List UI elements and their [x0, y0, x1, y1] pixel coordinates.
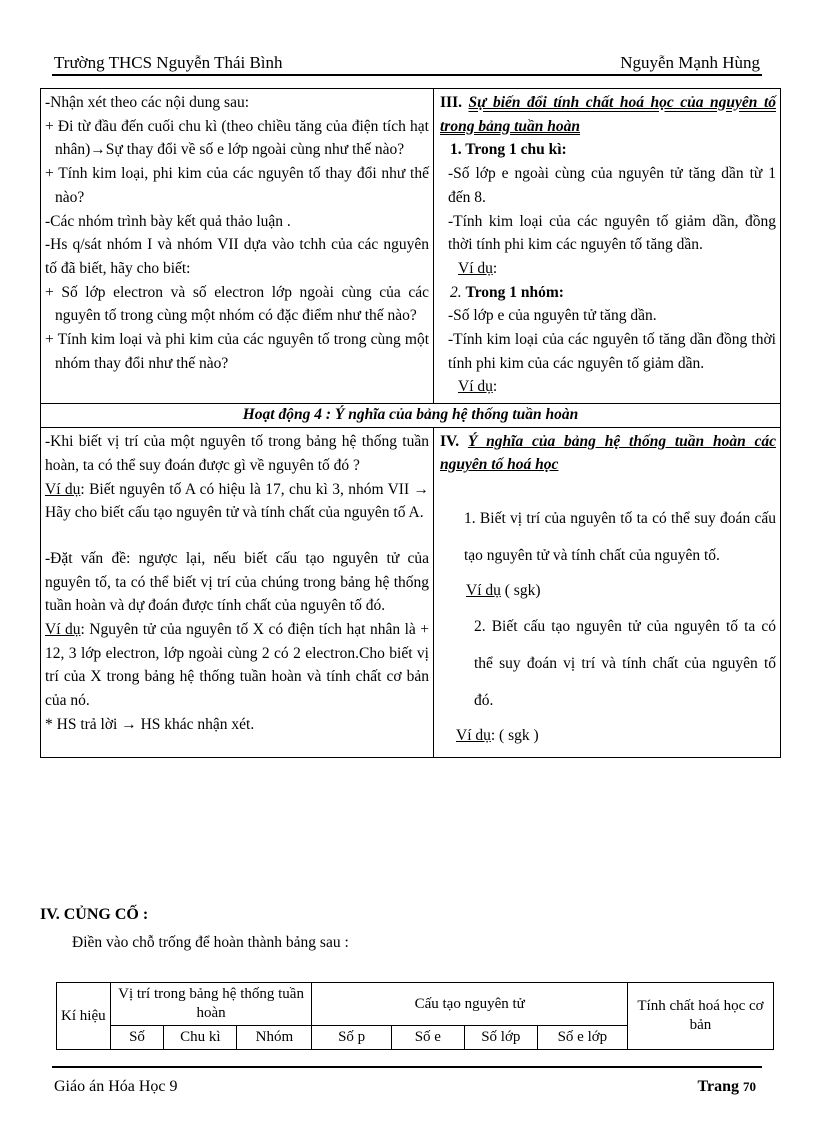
- footer-divider: [52, 1066, 762, 1068]
- school-name: Trường THCS Nguyễn Thái Bình: [54, 53, 283, 72]
- left-text-4: -Các nhóm trình bày kết quả thảo luận .: [45, 212, 291, 230]
- page-number: Trang 70: [697, 1078, 756, 1095]
- sub-col: Số e: [391, 1026, 464, 1050]
- left-text-3: + Tính kim loại, phi kim của các nguyên tố thay đổi như thế nào?: [45, 165, 429, 206]
- col-kihieu: Kí hiệu: [57, 983, 111, 1050]
- sub-col: Số lớp: [464, 1026, 537, 1050]
- content-p2: -Tính kim loại của các nguyên tố giảm dần, đồng thời tính phi kim các nguyên tố tăng dần.: [448, 212, 776, 254]
- example-1: Ví dụ:: [458, 259, 498, 277]
- activity-4-heading: Hoạt động 4 : Ý nghĩa của bảng hệ thống tuần hoàn: [41, 404, 781, 428]
- left2-example-1: Ví dụ: Biết nguyên tố A có hiệu là 17, chu kì 3, nhóm VII → Hãy cho biết cấu tạo nguyên tử và tính chất của nguyên tố A.: [45, 480, 430, 522]
- teacher-activity-cell: [41, 89, 434, 404]
- example-2: Ví dụ:: [458, 378, 498, 396]
- content-cell: [434, 89, 781, 404]
- section-iv-title: IV. Ý nghĩa của bảng hệ thống tuần hoàn các nguyên tố hoá học: [440, 433, 776, 474]
- content-p3: -Số lớp e của nguyên tử tăng dần.: [448, 307, 657, 325]
- sub-col: Nhóm: [237, 1026, 312, 1050]
- spacer: [45, 525, 429, 547]
- content-p1: -Số lớp e ngoài cùng của nguyên tử tăng dần từ 1 đến 8.: [448, 165, 776, 206]
- section-iii-title: III. Sự biến đổi tính chất hoá học của nguyên tố trong bảng tuần hoàn: [440, 94, 776, 135]
- page-header: [52, 50, 762, 76]
- footer-subject: Giáo án Hóa Học 9: [54, 1078, 178, 1095]
- left-text-5: -Hs q/sát nhóm I và nhóm VII dựa vào tchh của các nguyên tố đã biết, hãy cho biết:: [45, 236, 429, 277]
- lesson-table: [40, 88, 781, 758]
- col-vitri: Vị trí trong bảng hệ thống tuần hoàn: [110, 983, 312, 1026]
- iv-item-1: 1. Biết vị trí của nguyên tố ta có thể suy đoán cấu tạo nguyên tử và tính chất của nguyên tố.: [464, 510, 776, 565]
- left-text-7: + Tính kim loại và phi kim của các nguyên tố trong cùng một nhóm thay đổi như thế nào?: [45, 331, 429, 372]
- left2-p3: * HS trả lời → HS khác nhận xét.: [45, 715, 255, 733]
- summary-table: [56, 982, 774, 1050]
- row-activity-4: [41, 404, 781, 428]
- iv-example-2: Ví dụ: ( sgk ): [456, 727, 539, 745]
- sub-heading-1: 1. Trong 1 chu kì:: [450, 141, 567, 159]
- iv-item-2: 2. Biết cấu tạo nguyên tử của nguyên tố ta có thể suy đoán vị trí và tính chất của nguyên tố đó.: [474, 618, 776, 710]
- sub-col: Số: [110, 1026, 164, 1050]
- consolidation-title: IV. CỦNG CỐ :: [40, 906, 149, 923]
- col-tinhchat: Tính chất hoá học cơ bản: [627, 983, 773, 1050]
- left-text-1: -Nhận xét theo các nội dung sau:: [45, 94, 250, 111]
- content-cell-2: [434, 428, 781, 758]
- col-cautao: Cấu tạo nguyên tử: [312, 983, 628, 1026]
- left2-p2: -Đặt vấn đề: ngược lại, nếu biết cấu tạo nguyên tử của nguyên tố, ta có thể biết vị trí của chúng trong bảng hệ thống tuần hoàn và dự đoán được tính chất của nguyên tố đó.: [45, 549, 429, 615]
- left2-p1: -Khi biết vị trí của một nguyên tố trong bảng hệ thống tuần hoàn, ta có thể suy đoán được gì về nguyên tố đó ?: [45, 433, 429, 474]
- sub-heading-2: 2. Trong 1 nhóm:: [450, 283, 564, 301]
- spacer: [440, 476, 776, 500]
- sub-col: Chu kì: [164, 1026, 237, 1050]
- left-text-6: + Số lớp electron và số electron lớp ngoài cùng của các nguyên tố trong cùng một nhóm có đặc điểm như thế nào?: [45, 283, 429, 325]
- teacher-activity-cell-2: [41, 428, 434, 758]
- iv-example-1: Ví dụ ( sgk): [466, 582, 541, 600]
- consolidation-instruction: Điền vào chỗ trống để hoàn thành bảng sau :: [72, 934, 349, 951]
- content-p4: -Tính kim loại của các nguyên tố tăng dần đồng thời tính phi kim của các nguyên tố giảm dần.: [448, 331, 776, 372]
- teacher-name: Nguyễn Mạnh Hùng: [620, 53, 760, 72]
- left-text-2: + Đi từ đầu đến cuối chu kì (theo chiều tăng của điện tích hạt nhân)→Sự thay đổi về số e lớp ngoài cùng như thế nào?: [45, 117, 429, 159]
- sub-col: Số e lớp: [537, 1026, 627, 1050]
- row-section-iv: [41, 428, 781, 758]
- row-section-iii: [41, 89, 781, 404]
- left2-example-2: Ví dụ: Nguyên tử của nguyên tố X có điện tích hạt nhân là + 12, 3 lớp electron, lớp ngoài cùng 2 có 2 electron.Cho biết vị trí của X trong bảng hệ thống tuần hoàn và tính chất cơ bản của nó.: [45, 621, 429, 710]
- sub-col: Số p: [312, 1026, 391, 1050]
